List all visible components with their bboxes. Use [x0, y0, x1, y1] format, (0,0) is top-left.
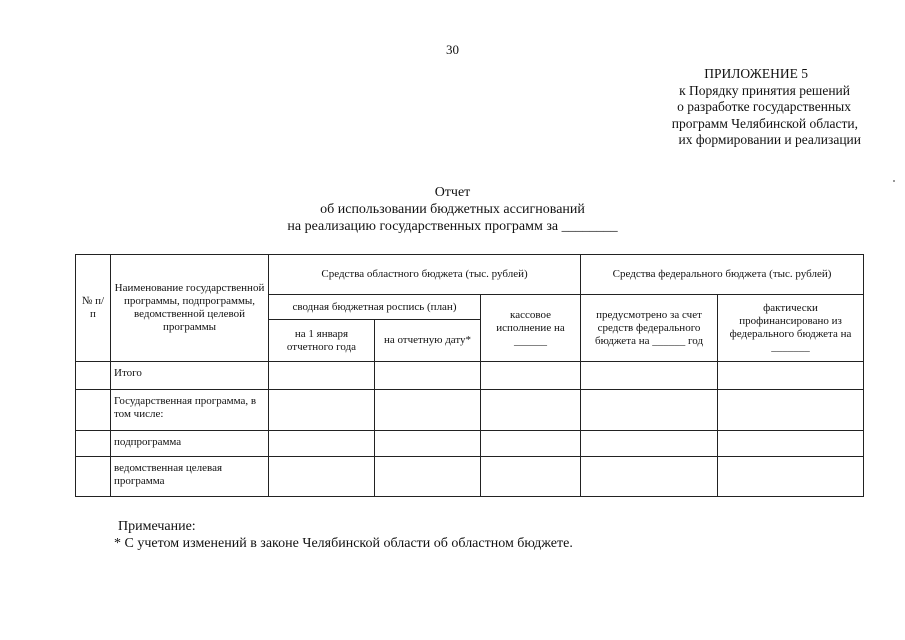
note-text: * С учетом изменений в законе Челябинской области об областном бюджете.: [114, 536, 573, 551]
row-label: ведомственная целевая программа: [111, 457, 269, 497]
table-row: [76, 431, 864, 457]
header-cash-execution: кассовое исполнение на ______: [481, 295, 581, 362]
table-row: [76, 390, 864, 431]
report-title: [0, 184, 905, 235]
row-label: подпрограмма: [111, 431, 269, 457]
report-title-line: на реализацию государственных программ за ________: [287, 219, 618, 234]
appendix-line: к Порядку принятия решений: [679, 82, 850, 98]
note-title: Примечание:: [118, 519, 196, 534]
table-row: [76, 457, 864, 497]
row-label: Государственная программа, в том числе:: [111, 390, 269, 431]
report-table: [75, 254, 864, 497]
appendix-line: программ Челябинской области,: [671, 115, 858, 131]
table-row: [76, 362, 864, 390]
header-federal-planned: предусмотрено за счет средств федерального бюджета на ______ год: [581, 295, 718, 362]
header-number: № п/п: [76, 255, 111, 362]
report-title-line: об использовании бюджетных ассигнований: [320, 202, 585, 217]
header-regional-budget: Средства областного бюджета (тыс. рублей): [269, 255, 581, 295]
header-federal-actual: фактически профинансировано из федерального бюджета на _______: [718, 295, 864, 362]
appendix-line: о разработке государственных: [677, 99, 851, 114]
header-federal-budget: Средства федерального бюджета (тыс. рублей): [581, 255, 864, 295]
appendix-header: [672, 66, 861, 149]
header-jan1: на 1 января отчетного года: [269, 320, 375, 362]
page-number: 30: [446, 42, 459, 57]
notes: [114, 518, 573, 552]
header-budget-list: сводная бюджетная роспись (план): [269, 295, 481, 320]
appendix-title: ПРИЛОЖЕНИЕ 5: [704, 66, 808, 81]
appendix-line: их формировании и реализации: [678, 132, 861, 147]
row-label: Итого: [111, 362, 269, 390]
header-program-name: Наименование государственной программы, подпрограммы, ведомственной целевой программы: [111, 255, 269, 362]
report-title-line: Отчет: [434, 185, 471, 200]
header-report-date: на отчетную дату*: [375, 320, 481, 362]
scan-speck: [893, 180, 895, 182]
